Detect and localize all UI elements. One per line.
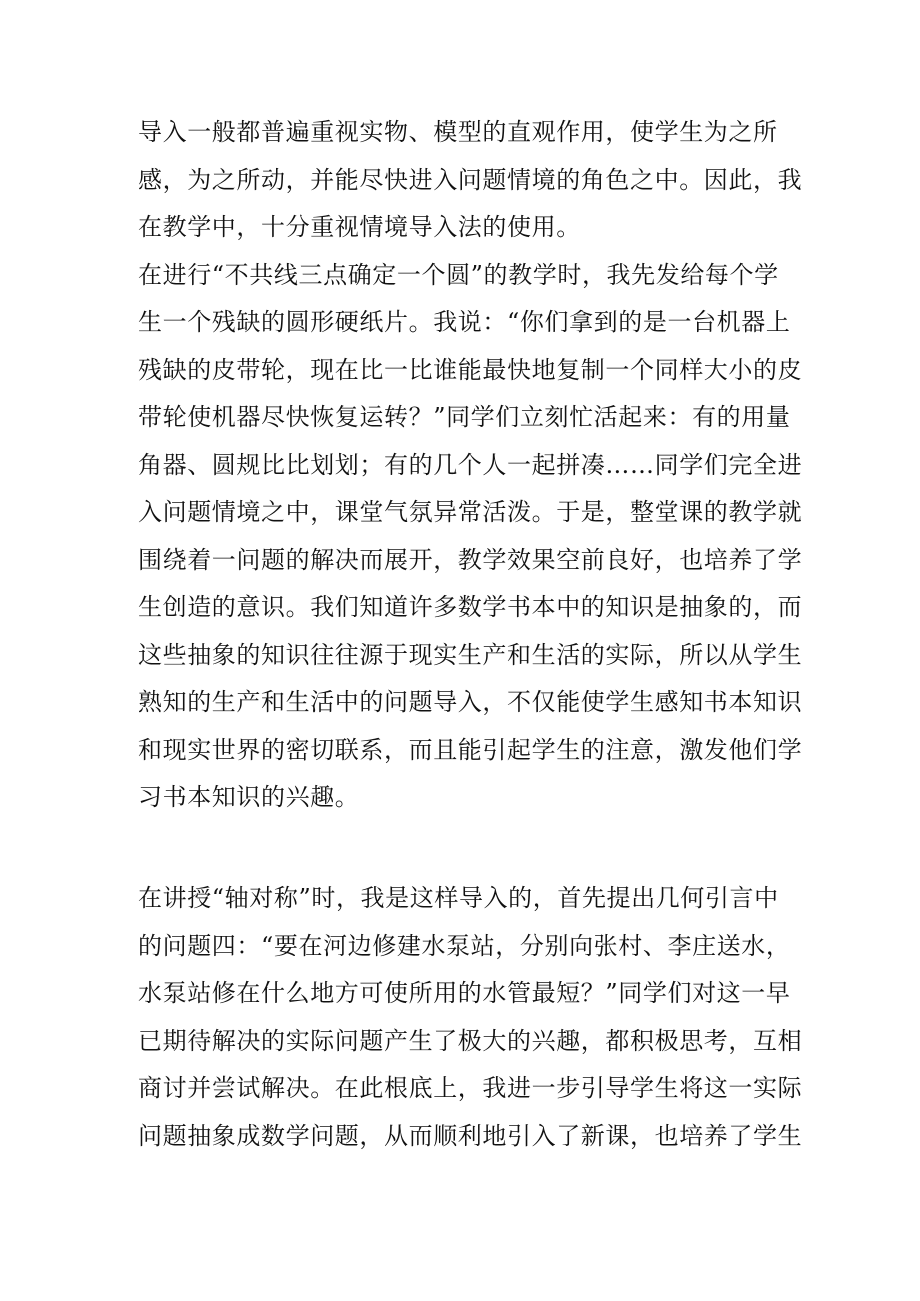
text-line: 入问题情境之中，课堂气氛异常活泼。于是，整堂课的教学就: [138, 498, 803, 526]
text-line: 熟知的生产和生活中的问题导入，不仅能使学生感知书本知识: [138, 688, 803, 716]
text-line: 的问题四：“要在河边修建水泵站，分别向张村、李庄送水，: [138, 932, 791, 960]
text-line: 水泵站修在什么地方可使所用的水管最短？”同学们对这一早: [138, 979, 791, 1007]
text-line: 生一个残缺的圆形硬纸片。我说：“你们拿到的是一台机器上: [138, 308, 791, 336]
text-line: 商讨并尝试解决。在此根底上，我进一步引导学生将这一实际: [138, 1074, 803, 1102]
text-line: 带轮使机器尽快恢复运转？”同学们立刻忙活起来：有的用量: [138, 403, 791, 431]
text-line: 在教学中，十分重视情境导入法的使用。: [138, 213, 581, 241]
text-line: 围绕着一问题的解决而展开，教学效果空前良好，也培养了学: [138, 546, 803, 574]
text-line: 残缺的皮带轮，现在比一比谁能最快地复制一个同样大小的皮: [138, 356, 803, 384]
text-line: 导入一般都普遍重视实物、模型的直观作用，使学生为之所: [138, 118, 778, 146]
text-line: 生创造的意识。我们知道许多数学书本中的知识是抽象的，而: [138, 593, 803, 621]
text-line: 角器、圆规比比划划；有的几个人一起拼凑……同学们完全进: [138, 451, 803, 479]
text-line: 这些抽象的知识往往源于现实生产和生活的实际，所以从学生: [138, 641, 803, 669]
text-line: 感，为之所动，并能尽快进入问题情境的角色之中。因此，我: [138, 166, 803, 194]
text-line: 已期待解决的实际问题产生了极大的兴趣，都积极思考，互相: [138, 1027, 803, 1055]
text-line: 和现实世界的密切联系，而且能引起学生的注意，激发他们学: [138, 736, 803, 764]
text-line: 在进行“不共线三点确定一个圆”的教学时，我先发给每个学: [138, 261, 779, 289]
text-line: 习书本知识的兴趣。: [138, 783, 360, 811]
text-line: 在讲授“轴对称”时，我是这样导入的，首先提出几何引言中: [138, 884, 779, 912]
text-line: 问题抽象成数学问题，从而顺利地引入了新课，也培养了学生: [138, 1122, 803, 1150]
